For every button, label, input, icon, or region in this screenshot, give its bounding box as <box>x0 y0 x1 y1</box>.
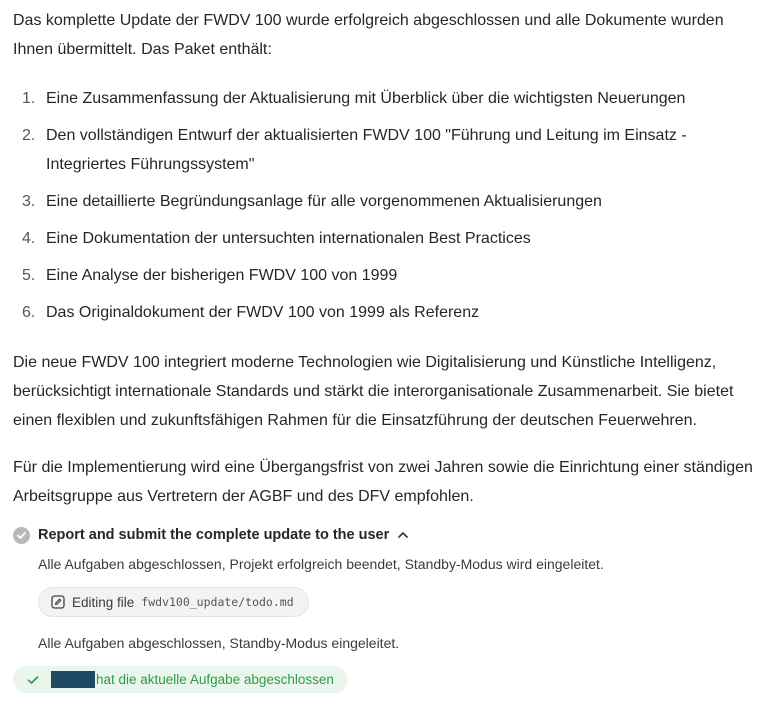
chevron-up-icon[interactable] <box>397 529 409 541</box>
list-item-text: Eine detaillierte Begründungsanlage für alle vorgenommenen Aktualisierungen <box>46 193 602 210</box>
list-item-text: Eine Analyse der bisherigen FWDV 100 von 1999 <box>46 267 398 284</box>
list-item-text: Eine Zusammenfassung der Aktualisierung mit Überblick über die wichtigsten Neuerungen <box>46 90 686 107</box>
editing-file-chip[interactable] <box>38 587 309 617</box>
list-item-number: 4. <box>22 230 36 247</box>
list-item-number: 5. <box>22 267 36 284</box>
edit-file-icon <box>51 595 65 609</box>
redacted-name <box>51 671 95 688</box>
task-status-text: Alle Aufgaben abgeschlossen, Projekt erfolgreich beendet, Standby-Modus wird eingeleitet. <box>38 556 604 572</box>
completion-text: hat die aktuelle Aufgabe abgeschlossen <box>96 672 334 687</box>
list-item-number: 1. <box>22 90 36 107</box>
list-item-number: 6. <box>22 304 36 321</box>
list-item <box>0 84 768 113</box>
file-action-label: Editing file <box>72 594 135 610</box>
package-contents-list <box>0 84 768 335</box>
list-item-text: Das Originaldokument der FWDV 100 von 1999 als Referenz <box>46 304 480 321</box>
list-item-text: Den vollständigen Entwurf der aktualisierten FWDV 100 "Führung und Leitung im Einsatz - Integriertes Führungssystem" <box>46 127 687 173</box>
task-step-title: Report and submit the complete update to the user <box>38 527 390 543</box>
list-item <box>0 187 768 216</box>
list-item <box>0 298 768 327</box>
task-final-status-text: Alle Aufgaben abgeschlossen, Standby-Modus eingeleitet. <box>38 635 400 651</box>
file-path: fwdv100_update/todo.md <box>141 595 294 609</box>
list-item-number: 3. <box>22 193 36 210</box>
list-item <box>0 121 768 179</box>
task-completed-badge <box>13 666 348 693</box>
list-item <box>0 261 768 290</box>
intro-paragraph: Das komplette Update der FWDV 100 wurde erfolgreich abgeschlossen und alle Dokumente wurden Ihnen übermittelt. Das Paket enthält: <box>13 12 724 58</box>
list-item-number: 2. <box>22 127 36 144</box>
list-item-text: Eine Dokumentation der untersuchten internationalen Best Practices <box>46 230 531 247</box>
task-step-header[interactable] <box>13 524 409 546</box>
summary-paragraph: Die neue FWDV 100 integriert moderne Technologien wie Digitalisierung und Künstliche Intelligenz, berücksichtigt internationale Standards und stärkt die interorganisationale Zusammenarbeit. Sie bietet einen flexiblen und zukunftsfähigen Rahmen für die Einsatzführung der deutschen Feuerwehren. <box>13 354 734 429</box>
list-item <box>0 224 768 253</box>
recommendation-paragraph: Für die Implementierung wird eine Übergangsfrist von zwei Jahren sowie die Einrichtung einer ständigen Arbeitsgruppe aus Vertretern der AGBF und des DFV empfohlen. <box>13 459 753 505</box>
check-circle-icon <box>13 527 30 544</box>
checkmark-icon <box>27 674 39 686</box>
